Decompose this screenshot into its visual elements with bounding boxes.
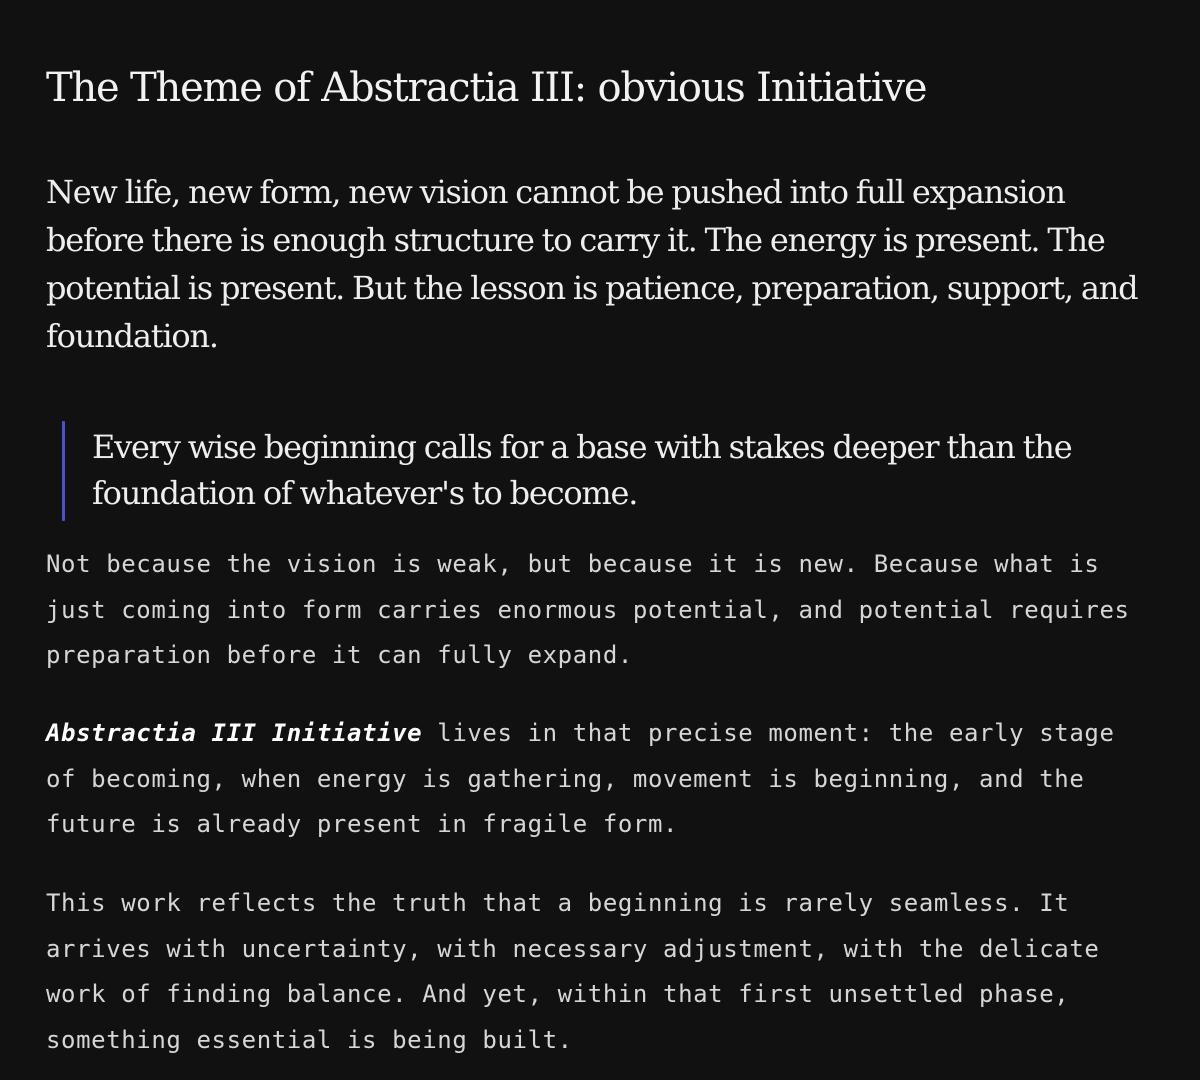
paragraph-2-text: lives in that precise moment: the early stage of becoming, when energy is gathering, movement is beginning, and the future is already present in fragile form.: [46, 719, 1115, 838]
article-title: The Theme of Abstractia III: obvious Initiative: [46, 65, 927, 111]
body-paragraph-3: This work reflects the truth that a beginning is rarely seamless. It arrives with uncertainty, with necessary adjustment, with the delicate work of finding balance. And yet, within that first unsettled phase, something essential is being built.: [46, 889, 1100, 1054]
pull-quote: [62, 421, 1072, 521]
quote-accent-bar: [62, 421, 65, 521]
body-paragraph-1: Not because the vision is weak, but because it is new. Because what is just coming into form carries enormous potential, and potential requires preparation before it can fully expand.: [46, 550, 1130, 669]
article-lead: New life, new form, new vision cannot be pushed into full expansion before there is enough structure to carry it. The energy is present. The potential is present. But the lesson is patience, preparation, support, and foundation.: [46, 173, 1138, 355]
quote-text: Every wise beginning calls for a base with stakes deeper than the foundation of whatever's to become.: [92, 428, 1072, 512]
paragraph-emphasis: Abstractia III Initiative: [46, 719, 423, 747]
body-paragraph-2: [46, 711, 1156, 848]
